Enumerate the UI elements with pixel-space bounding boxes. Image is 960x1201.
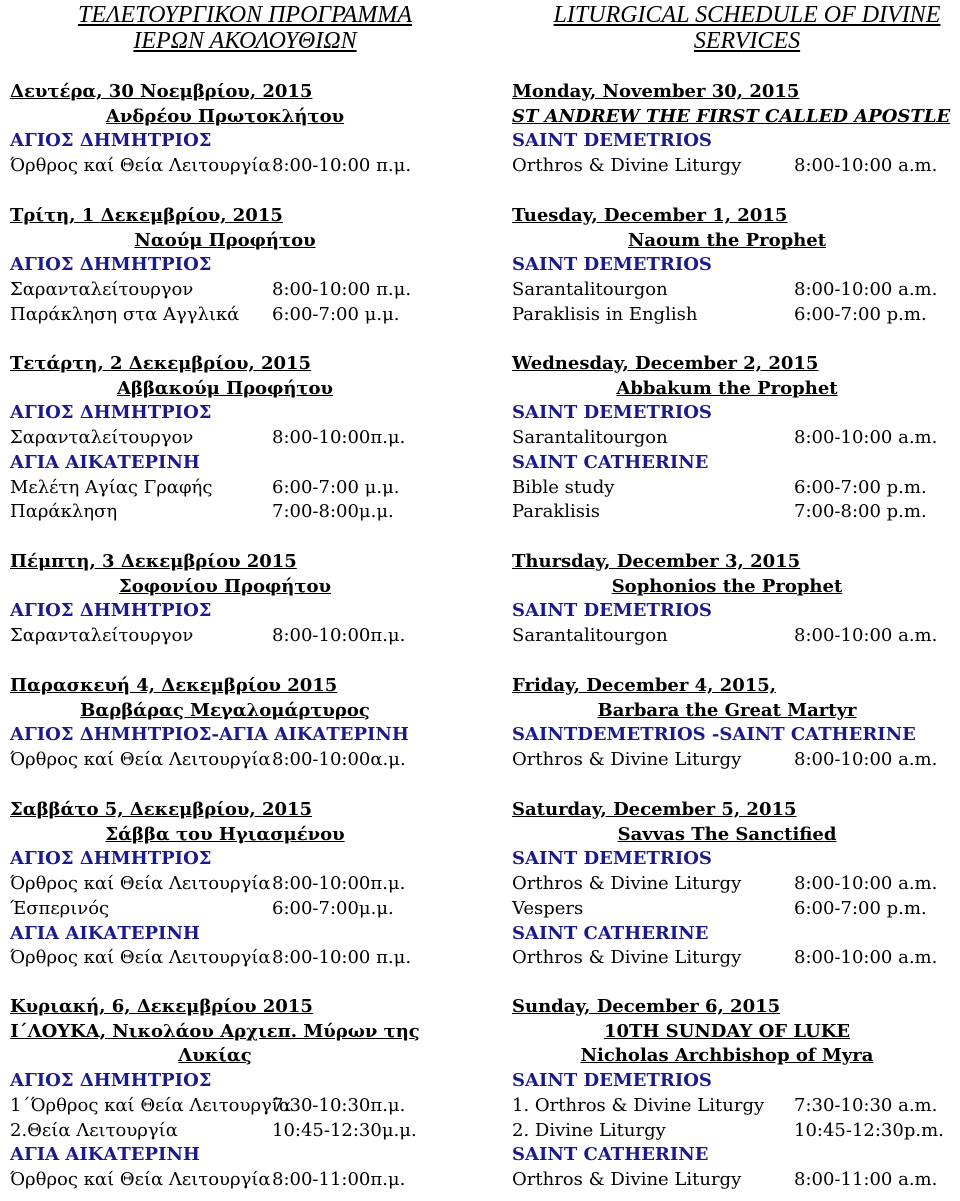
greek-service-name: Όρθρος καί Θεία Λειτουργία xyxy=(10,749,271,771)
greek-day-date: Δευτέρα, 30 Νοεμβρίου, 2015 xyxy=(10,81,313,102)
greek-service-time: 8:00-10:00 π.μ. xyxy=(272,947,412,969)
english-service-name: Sarantalitourgon xyxy=(512,625,668,647)
greek-day-feast: Βαρβάρας Μεγαλομάρτυρος xyxy=(80,699,370,721)
english-service-time: 10:45-12:30p.m. xyxy=(794,1119,944,1141)
english-service-time: 8:00-10:00 a.m. xyxy=(794,427,938,449)
english-service-name: Orthros & Divine Liturgy xyxy=(512,947,742,969)
english-day-feast: Naoum the Prophet xyxy=(627,229,827,251)
greek-church-name: ΑΓΙΟΣ ΔΗΜΗΤΡΙΟΣ-ΑΓΙΑ ΑΙΚΑΤΕΡΙΝΗ xyxy=(10,724,409,746)
english-service-name: Paraklisis xyxy=(512,501,601,523)
greek-service-row xyxy=(10,1168,470,1192)
english-day-date: Saturday, December 5, 2015 xyxy=(512,799,797,820)
greek-service-time: 6:00-7:00 μ.μ. xyxy=(272,303,400,325)
english-church-name: SAINT DEMETRIOS xyxy=(512,254,712,276)
greek-service-name: Όρθρος καί Θεία Λειτουργία xyxy=(10,1168,271,1190)
greek-service-time: 10:45-12:30μ.μ. xyxy=(272,1119,417,1141)
greek-day-date: Κυριακή, 6, Δεκεμβρίου 2015 xyxy=(10,996,313,1017)
greek-day-date: Τετάρτη, 2 Δεκεμβρίου, 2015 xyxy=(10,353,312,374)
greek-service-time: 6:00-7:00μ.μ. xyxy=(272,897,394,919)
greek-service-row xyxy=(10,426,470,450)
greek-service-name: Όρθρος καί Θεία Λειτουργία xyxy=(10,947,271,969)
greek-church-name: ΑΓΙΑ ΑΙΚΑΤΕΡΙΝΗ xyxy=(10,922,200,944)
greek-service-time: 8:00-10:00π.μ. xyxy=(272,873,406,895)
english-service-name: Vespers xyxy=(512,897,584,919)
english-service-name: Orthros & Divine Liturgy xyxy=(512,749,742,771)
greek-title-line1: ΤΕΛΕΤΟΥΡΓΙΚΟΝ ΠΡΟΓΡΑΜΜΑ xyxy=(78,2,412,28)
greek-service-row xyxy=(10,278,470,302)
english-church-name: SAINT DEMETRIOS xyxy=(512,600,712,622)
english-day-feast: Sophonios the Prophet xyxy=(611,575,843,597)
english-service-row xyxy=(512,500,960,524)
english-service-name: 2. Divine Liturgy xyxy=(512,1119,666,1141)
greek-service-name: 2.Θεία Λειτουργία xyxy=(10,1119,178,1141)
greek-service-time: 8:00-10:00π.μ. xyxy=(272,625,406,647)
greek-service-name: 1΄Όρθρος καί Θεία Λειτουργία xyxy=(10,1094,292,1116)
english-title-line1: LITURGICAL SCHEDULE OF DIVINE xyxy=(553,2,941,28)
greek-service-name: Όρθρος καί Θεία Λειτουργία xyxy=(10,873,271,895)
english-day-date: Thursday, December 3, 2015 xyxy=(512,551,801,572)
greek-day-feast: Ανδρέου Πρωτοκλήτου xyxy=(105,105,345,127)
english-service-time: 8:00-10:00 a.m. xyxy=(794,749,938,771)
greek-service-name: Έσπερινός xyxy=(10,897,110,919)
greek-title xyxy=(10,2,480,54)
english-service-time: 8:00-10:00 a.m. xyxy=(794,873,938,895)
greek-day-feast: Ι΄ΛΟΥΚΑ, Νικολάου Αρχιεπ. Μύρων της xyxy=(10,1020,420,1042)
english-service-row xyxy=(512,624,960,648)
greek-service-name: Παράκληση xyxy=(10,501,118,523)
greek-day-date: Παρασκευή 4, Δεκεμβρίου 2015 xyxy=(10,675,338,696)
greek-service-row xyxy=(10,946,470,970)
english-service-row xyxy=(512,946,960,970)
english-day-date: Wednesday, December 2, 2015 xyxy=(512,353,819,374)
english-day-date: Monday, November 30, 2015 xyxy=(512,81,800,102)
english-day-feast: 10TH SUNDAY OF LUKE xyxy=(603,1020,851,1042)
greek-service-row xyxy=(10,303,470,327)
english-day-feast: Barbara the Great Martyr xyxy=(597,699,857,721)
greek-service-time: 8:00-10:00 π.μ. xyxy=(272,279,412,301)
english-service-name: Sarantalitourgon xyxy=(512,427,668,449)
english-service-name: Orthros & Divine Liturgy xyxy=(512,873,742,895)
english-church-name: SAINT DEMETRIOS xyxy=(512,1070,712,1092)
greek-service-row xyxy=(10,154,470,178)
english-day-feast: Savvas The Sanctified xyxy=(617,823,837,845)
english-church-name: SAINT CATHERINE xyxy=(512,1144,709,1166)
english-title xyxy=(512,2,960,54)
greek-service-name: Σαρανταλείτουργον xyxy=(10,279,194,301)
greek-service-row xyxy=(10,748,470,772)
english-service-row xyxy=(512,154,960,178)
english-service-row xyxy=(512,1094,960,1118)
greek-service-time: 8:00-10:00 π.μ. xyxy=(272,155,412,177)
greek-day-feast: Ναούμ Προφήτου xyxy=(134,229,316,251)
greek-church-name: ΑΓΙΟΣ ΔΗΜΗΤΡΙΟΣ xyxy=(10,130,212,152)
greek-day-feast: Σοφονίου Προφήτου xyxy=(119,575,331,597)
greek-service-time: 6:00-7:00 μ.μ. xyxy=(272,476,400,498)
greek-service-name: Όρθρος καί Θεία Λειτουργία xyxy=(10,155,271,177)
english-day-date: Friday, December 4, 2015, xyxy=(512,675,777,696)
english-church-name: SAINT DEMETRIOS xyxy=(512,130,712,152)
english-service-time: 7:00-8:00 p.m. xyxy=(794,501,927,523)
greek-service-name: Μελέτη Αγίας Γραφής xyxy=(10,476,213,498)
english-title-line2: SERVICES xyxy=(693,28,801,54)
greek-service-name: Σαρανταλείτουργον xyxy=(10,625,194,647)
english-church-name: SAINT DEMETRIOS xyxy=(512,402,712,424)
english-service-name: 1. Orthros & Divine Liturgy xyxy=(512,1094,765,1116)
greek-church-name: ΑΓΙΟΣ ΔΗΜΗΤΡΙΟΣ xyxy=(10,254,212,276)
greek-service-row xyxy=(10,476,470,500)
english-service-time: 8:00-10:00 a.m. xyxy=(794,279,938,301)
english-service-row xyxy=(512,748,960,772)
greek-day-feast: Σάββα του Ηγιασμένου xyxy=(105,823,345,845)
greek-service-name: Σαρανταλείτουργον xyxy=(10,427,194,449)
english-service-row xyxy=(512,476,960,500)
greek-day-date: Σαββάτο 5, Δεκεμβρίου, 2015 xyxy=(10,799,313,820)
greek-day-date: Πέμπτη, 3 Δεκεμβρίου 2015 xyxy=(10,551,297,572)
greek-church-name: ΑΓΙΑ ΑΙΚΑΤΕΡΙΝΗ xyxy=(10,1144,200,1166)
english-service-name: Paraklisis in English xyxy=(512,303,698,325)
english-service-row xyxy=(512,426,960,450)
english-service-time: 6:00-7:00 p.m. xyxy=(794,303,927,325)
english-church-name: SAINT CATHERINE xyxy=(512,451,709,473)
english-day-feast: Abbakum the Prophet xyxy=(616,377,838,399)
english-service-time: 8:00-10:00 a.m. xyxy=(794,155,938,177)
greek-service-name: Παράκληση στα Αγγλικά xyxy=(10,303,240,325)
greek-service-time: 7:00-8:00μ.μ. xyxy=(272,501,394,523)
greek-service-row xyxy=(10,1119,470,1143)
greek-service-row xyxy=(10,872,470,896)
greek-church-name: ΑΓΙΟΣ ΔΗΜΗΤΡΙΟΣ xyxy=(10,1070,212,1092)
greek-service-row xyxy=(10,897,470,921)
greek-column xyxy=(10,0,480,1190)
greek-title-line2: ΙΕΡΩΝ ΑΚΟΛΟΥΘΙΩΝ xyxy=(133,28,357,54)
english-service-row xyxy=(512,897,960,921)
english-service-row xyxy=(512,1168,960,1192)
english-service-row xyxy=(512,278,960,302)
english-church-name: SAINTDEMETRIOS -SAINT CATHERINE xyxy=(512,724,916,746)
greek-church-name: ΑΓΙΟΣ ΔΗΜΗΤΡΙΟΣ xyxy=(10,600,212,622)
english-service-name: Orthros & Divine Liturgy xyxy=(512,1168,742,1190)
english-service-time: 7:30-10:30 a.m. xyxy=(794,1094,938,1116)
greek-day-date: Τρίτη, 1 Δεκεμβρίου, 2015 xyxy=(10,205,283,226)
english-service-name: Bible study xyxy=(512,476,615,498)
english-day-feast: Nicholas Archbishop of Myra xyxy=(580,1045,874,1067)
greek-service-row xyxy=(10,624,470,648)
english-service-time: 8:00-10:00 a.m. xyxy=(794,947,938,969)
english-service-name: Sarantalitourgon xyxy=(512,279,668,301)
english-day-date: Tuesday, December 1, 2015 xyxy=(512,205,788,226)
greek-church-name: ΑΓΙΑ ΑΙΚΑΤΕΡΙΝΗ xyxy=(10,451,200,473)
english-service-time: 6:00-7:00 p.m. xyxy=(794,476,927,498)
english-service-time: 6:00-7:00 p.m. xyxy=(794,897,927,919)
greek-church-name: ΑΓΙΟΣ ΔΗΜΗΤΡΙΟΣ xyxy=(10,402,212,424)
english-column xyxy=(512,0,960,1190)
english-church-name: SAINT DEMETRIOS xyxy=(512,848,712,870)
english-service-name: Orthros & Divine Liturgy xyxy=(512,155,742,177)
english-church-name: SAINT CATHERINE xyxy=(512,922,709,944)
greek-day-feast: Αββακούμ Προφήτου xyxy=(116,377,334,399)
greek-service-time: 8:00-10:00π.μ. xyxy=(272,427,406,449)
greek-service-time: 8:00-11:00π.μ. xyxy=(272,1168,406,1190)
english-service-row xyxy=(512,303,960,327)
greek-day-feast: Λυκίας xyxy=(178,1045,252,1067)
english-day-feast: ST ANDREW THE FIRST CALLED APOSTLE xyxy=(512,105,951,127)
english-service-row xyxy=(512,872,960,896)
greek-service-time: 8:00-10:00α.μ. xyxy=(272,749,406,771)
greek-church-name: ΑΓΙΟΣ ΔΗΜΗΤΡΙΟΣ xyxy=(10,848,212,870)
english-service-time: 8:00-10:00 a.m. xyxy=(794,625,938,647)
english-service-row xyxy=(512,1119,960,1143)
greek-service-time: 7:30-10:30π.μ. xyxy=(272,1094,406,1116)
english-day-date: Sunday, December 6, 2015 xyxy=(512,996,781,1017)
english-service-time: 8:00-11:00 a.m. xyxy=(794,1168,938,1190)
greek-service-row xyxy=(10,1094,470,1118)
greek-service-row xyxy=(10,500,470,524)
